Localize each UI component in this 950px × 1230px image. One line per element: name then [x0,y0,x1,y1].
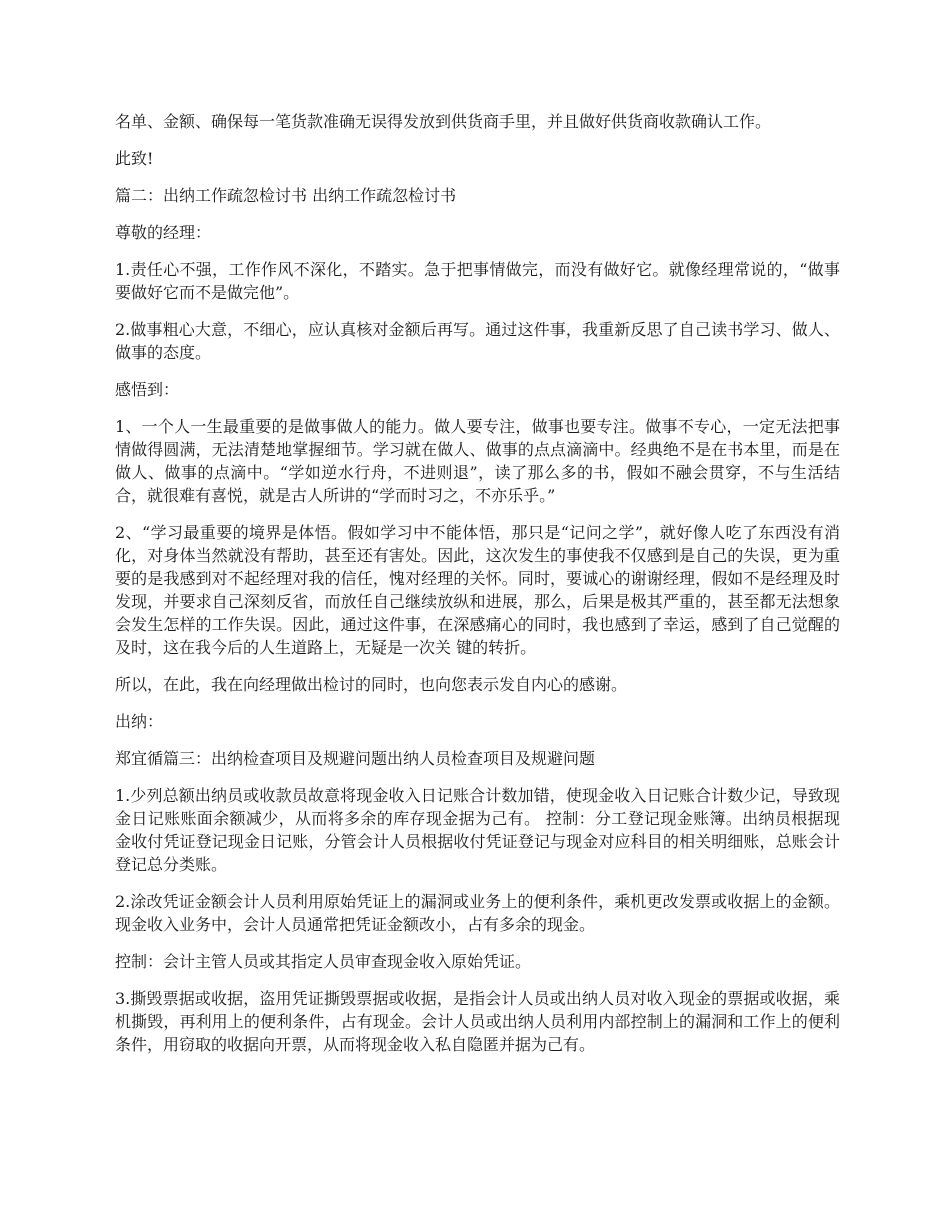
paragraph-item-3: 3.撕毁票据或收据，盗用凭证撕毁票据或收据，是指会计人员或出纳人员对收入现金的票据或收据，乘机撕毁，再利用上的便利条件，占有现金。会计人员或出纳人员利用内部控制上的漏洞和工作上的便利条件，用窃取的收据向开票，从而将现金收入私自隐匿并据为己有。 [115,989,840,1054]
paragraph-point-1: 1.责任心不强，工作作风不深化，不踏实。急于把事情做完，而没有做好它。就像经理常说的，“做事要做好它而不是做完他”。 [115,260,840,302]
paragraph-point-2: 2.做事粗心大意，不细心，应认真核对金额后再写。通过这件事，我重新反思了自己读书学习、做人、做事的态度。 [115,320,840,362]
paragraph-salutation-close: 此致! [115,149,154,168]
document-body [115,110,840,1070]
paragraph-item-1: 1.少列总额出纳员或收款员故意将现金收入日记账合计数加错，使现金收入日记账合计数少记，导致现金日记账账面余额减少，从而将多余的库存现金据为己有。 控制：分工登记现金账簿。出纳员根据现金收付凭证登记现金日记账，分管会计人员根据收付凭证登记与现金对应科目的相关明细账，总账会计登记总分类账。 [115,786,840,874]
paragraph-thanks: 所以，在此，我在向经理做出检讨的同时，也向您表示发自内心的感谢。 [115,675,628,694]
paragraph-reflection-2: 2、“学习最重要的境界是体悟。假如学习中不能体悟，那只是“记问之学”，就好像人吃了东西没有消化，对身体当然就没有帮助，甚至还有害处。因此，这次发生的事使我不仅感到是自己的失误，更为重要的是我感到对不起经理对我的信任，愧对经理的关怀。同时，要诚心的谢谢经理，假如不是经理及时发现，并要求自己深刻反省，而放任自己继续放纵和进展，那么，后果是极其严重的，甚至都无法想象会发生怎样的工作失误。因此，通过这件事，在深感痛心的同时，我也感到了幸运，感到了自己觉醒的及时，这在我今后的人生道路上，无疑是一次关 键的转折。 [115,523,840,657]
paragraph-reflection-heading: 感悟到： [115,380,180,399]
paragraph-reflection-1: 1、一个人一生最重要的是做事做人的能力。做人要专注，做事也要专注。做事不专心，一定无法把事情做得圆满，无法清楚地掌握细节。学习就在做人、做事的点点滴滴中。经典绝不是在书本里，而是在做人、做事的点滴中。“学如逆水行舟，不进则退”，读了那么多的书，假如不融会贯穿，不与生活结合，就很难有喜悦，就是古人所讲的“学而时习之，不亦乐乎。” [115,417,840,505]
section-heading-part-three: 郑宜循篇三：出纳检查项目及规避问题出纳人员检查项目及规避问题 [115,749,596,768]
paragraph-item-2: 2.涂改凭证金额会计人员利用原始凭证上的漏洞或业务上的便利条件，乘机更改发票或收据上的金额。现金收入业务中，会计人员通常把凭证金额改小，占有多余的现金。 [115,892,840,934]
paragraph-signature: 出纳： [115,712,164,731]
paragraph-greeting: 尊敬的经理： [115,223,212,242]
section-heading-part-two: 篇二：出纳工作疏忽检讨书 出纳工作疏忽检讨书 [115,186,457,205]
paragraph-control: 控制：会计主管人员或其指定人员审查现金收入原始凭证。 [115,952,532,971]
paragraph-closing-text: 名单、金额、确保每一笔货款准确无误得发放到供货商手里，并且做好供货商收款确认工作。 [115,112,772,131]
